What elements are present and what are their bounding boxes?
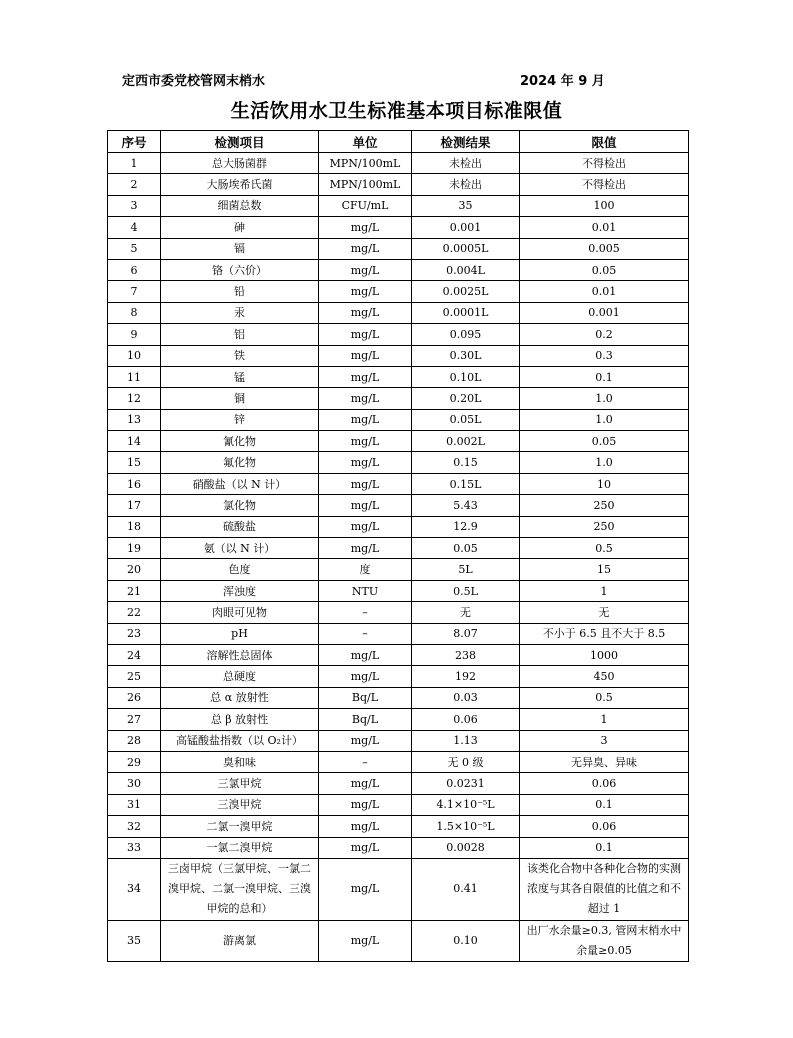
cell-index: 29 [108, 751, 161, 772]
table-row [108, 431, 689, 452]
cell-item: 铬（六价） [161, 259, 319, 280]
table-header-row [108, 131, 689, 153]
cell-index: 33 [108, 837, 161, 858]
cell-limit: 无 [520, 602, 689, 623]
table-row [108, 174, 689, 195]
cell-index: 12 [108, 388, 161, 409]
cell-index: 14 [108, 431, 161, 452]
cell-result: 0.0001L [412, 302, 520, 323]
cell-item: 氰化物 [161, 431, 319, 452]
cell-item: 硝酸盐（以 N 计） [161, 473, 319, 494]
cell-limit: 0.1 [520, 837, 689, 858]
cell-result: 0.06 [412, 709, 520, 730]
table-row [108, 388, 689, 409]
cell-unit: mg/L [319, 816, 412, 837]
cell-index: 5 [108, 238, 161, 259]
cell-unit: mg/L [319, 538, 412, 559]
cell-unit: mg/L [319, 431, 412, 452]
cell-index: 20 [108, 559, 161, 580]
cell-item: 一氯二溴甲烷 [161, 837, 319, 858]
cell-limit: 0.05 [520, 431, 689, 452]
cell-limit: 450 [520, 666, 689, 687]
table-row [108, 794, 689, 815]
cell-result: 0.41 [412, 858, 520, 920]
table-row [108, 366, 689, 387]
cell-index: 22 [108, 602, 161, 623]
cell-unit: mg/L [319, 773, 412, 794]
cell-result: 0.15L [412, 473, 520, 494]
cell-index: 11 [108, 366, 161, 387]
cell-limit: 0.5 [520, 687, 689, 708]
cell-limit: 1 [520, 580, 689, 601]
cell-limit: 不得检出 [520, 174, 689, 195]
cell-result: 0.05 [412, 538, 520, 559]
header-org: 定西市委党校管网末梢水 [122, 74, 266, 89]
cell-unit: mg/L [319, 495, 412, 516]
cell-index: 10 [108, 345, 161, 366]
cell-item: 肉眼可见物 [161, 602, 319, 623]
table-row [108, 195, 689, 216]
cell-result: 0.0025L [412, 281, 520, 302]
table-row [108, 687, 689, 708]
cell-limit: 15 [520, 559, 689, 580]
cell-limit: 0.5 [520, 538, 689, 559]
cell-index: 26 [108, 687, 161, 708]
table-row [108, 559, 689, 580]
cell-item: 色度 [161, 559, 319, 580]
table-row [108, 495, 689, 516]
cell-result: 0.0231 [412, 773, 520, 794]
table-row [108, 302, 689, 323]
cell-result: 0.10L [412, 366, 520, 387]
header-date: 2024 年 9 月 [520, 74, 605, 89]
cell-index: 4 [108, 217, 161, 238]
cell-item: 三溴甲烷 [161, 794, 319, 815]
cell-item: 氟化物 [161, 452, 319, 473]
table-row [108, 920, 689, 961]
cell-index: 25 [108, 666, 161, 687]
cell-item: pH [161, 623, 319, 644]
cell-item: 臭和味 [161, 751, 319, 772]
cell-limit: 100 [520, 195, 689, 216]
table-body [108, 153, 689, 962]
cell-item: 总 β 放射性 [161, 709, 319, 730]
cell-item: 氨（以 N 计） [161, 538, 319, 559]
cell-result: 未检出 [412, 153, 520, 174]
cell-result: 5L [412, 559, 520, 580]
cell-index: 28 [108, 730, 161, 751]
cell-unit: CFU/mL [319, 195, 412, 216]
cell-item: 二氯一溴甲烷 [161, 816, 319, 837]
cell-result: 0.10 [412, 920, 520, 961]
cell-index: 1 [108, 153, 161, 174]
cell-item: 砷 [161, 217, 319, 238]
table-row [108, 153, 689, 174]
cell-result: 未检出 [412, 174, 520, 195]
cell-index: 19 [108, 538, 161, 559]
cell-result: 0.03 [412, 687, 520, 708]
cell-result: 4.1×10⁻⁵L [412, 794, 520, 815]
standards-table [107, 130, 689, 962]
cell-index: 17 [108, 495, 161, 516]
cell-item: 铝 [161, 324, 319, 345]
cell-index: 9 [108, 324, 161, 345]
table-row [108, 602, 689, 623]
table-row [108, 473, 689, 494]
cell-unit: mg/L [319, 217, 412, 238]
cell-index: 21 [108, 580, 161, 601]
cell-index: 16 [108, 473, 161, 494]
cell-unit: MPN/100mL [319, 174, 412, 195]
cell-limit: 0.2 [520, 324, 689, 345]
cell-result: 0.002L [412, 431, 520, 452]
cell-index: 35 [108, 920, 161, 961]
col-header-unit: 单位 [319, 131, 412, 153]
cell-item: 总硬度 [161, 666, 319, 687]
table-row [108, 709, 689, 730]
cell-limit: 10 [520, 473, 689, 494]
cell-item: 氯化物 [161, 495, 319, 516]
cell-limit: 0.06 [520, 773, 689, 794]
cell-item: 锰 [161, 366, 319, 387]
cell-index: 3 [108, 195, 161, 216]
cell-unit: Bq/L [319, 709, 412, 730]
cell-result: 192 [412, 666, 520, 687]
cell-result: 12.9 [412, 516, 520, 537]
cell-unit: Bq/L [319, 687, 412, 708]
cell-unit: mg/L [319, 794, 412, 815]
cell-result: 0.0005L [412, 238, 520, 259]
cell-item: 总大肠菌群 [161, 153, 319, 174]
cell-index: 8 [108, 302, 161, 323]
cell-result: 5.43 [412, 495, 520, 516]
table-row [108, 773, 689, 794]
cell-unit: mg/L [319, 388, 412, 409]
cell-item: 总 α 放射性 [161, 687, 319, 708]
table-row [108, 623, 689, 644]
table-row [108, 858, 689, 920]
cell-result: 0.20L [412, 388, 520, 409]
cell-unit: mg/L [319, 302, 412, 323]
cell-unit: mg/L [319, 858, 412, 920]
table-row [108, 238, 689, 259]
cell-result: 0.05L [412, 409, 520, 430]
cell-result: 0.0028 [412, 837, 520, 858]
table-row [108, 580, 689, 601]
cell-result: 0.095 [412, 324, 520, 345]
cell-unit: mg/L [319, 730, 412, 751]
cell-index: 6 [108, 259, 161, 280]
table-row [108, 730, 689, 751]
cell-limit: 1.0 [520, 388, 689, 409]
cell-item: 锌 [161, 409, 319, 430]
cell-index: 34 [108, 858, 161, 920]
cell-index: 13 [108, 409, 161, 430]
cell-unit: mg/L [319, 644, 412, 665]
cell-unit: mg/L [319, 366, 412, 387]
table-row [108, 281, 689, 302]
table-row [108, 538, 689, 559]
cell-index: 24 [108, 644, 161, 665]
cell-unit: mg/L [319, 452, 412, 473]
table-row [108, 516, 689, 537]
cell-unit: mg/L [319, 920, 412, 961]
cell-unit: – [319, 602, 412, 623]
table-row [108, 452, 689, 473]
cell-limit: 0.06 [520, 816, 689, 837]
cell-limit: 1000 [520, 644, 689, 665]
cell-unit: mg/L [319, 516, 412, 537]
cell-unit: MPN/100mL [319, 153, 412, 174]
cell-result: 35 [412, 195, 520, 216]
table-row [108, 816, 689, 837]
cell-limit: 0.01 [520, 281, 689, 302]
col-header-item: 检测项目 [161, 131, 319, 153]
cell-unit: mg/L [319, 324, 412, 345]
cell-unit: mg/L [319, 666, 412, 687]
cell-item: 铁 [161, 345, 319, 366]
cell-result: 无 [412, 602, 520, 623]
cell-limit: 1.0 [520, 409, 689, 430]
cell-item: 大肠埃希氏菌 [161, 174, 319, 195]
cell-unit: mg/L [319, 837, 412, 858]
cell-result: 1.5×10⁻⁵L [412, 816, 520, 837]
cell-item: 汞 [161, 302, 319, 323]
table-row [108, 345, 689, 366]
col-header-index: 序号 [108, 131, 161, 153]
table-row [108, 837, 689, 858]
cell-limit: 250 [520, 516, 689, 537]
cell-unit: mg/L [319, 409, 412, 430]
cell-limit: 0.005 [520, 238, 689, 259]
cell-index: 18 [108, 516, 161, 537]
cell-limit: 0.01 [520, 217, 689, 238]
cell-result: 0.15 [412, 452, 520, 473]
cell-unit: mg/L [319, 238, 412, 259]
cell-result: 0.001 [412, 217, 520, 238]
cell-result: 无 0 级 [412, 751, 520, 772]
cell-limit: 该类化合物中各种化合物的实测浓度与其各自限值的比值之和不超过 1 [520, 858, 689, 920]
cell-limit: 无异臭、异味 [520, 751, 689, 772]
cell-index: 7 [108, 281, 161, 302]
cell-unit: mg/L [319, 259, 412, 280]
cell-item: 溶解性总固体 [161, 644, 319, 665]
cell-unit: mg/L [319, 345, 412, 366]
cell-item: 三卤甲烷（三氯甲烷、一氯二溴甲烷、二氯一溴甲烷、三溴甲烷的总和） [161, 858, 319, 920]
cell-limit: 1 [520, 709, 689, 730]
cell-limit: 0.05 [520, 259, 689, 280]
cell-limit: 出厂水余量≥0.3, 管网末梢水中余量≥0.05 [520, 920, 689, 961]
table-row [108, 751, 689, 772]
cell-limit: 不得检出 [520, 153, 689, 174]
cell-unit: NTU [319, 580, 412, 601]
cell-limit: 0.1 [520, 794, 689, 815]
cell-item: 游离氯 [161, 920, 319, 961]
cell-item: 铅 [161, 281, 319, 302]
cell-result: 1.13 [412, 730, 520, 751]
cell-index: 27 [108, 709, 161, 730]
cell-result: 0.30L [412, 345, 520, 366]
col-header-limit: 限值 [520, 131, 689, 153]
cell-result: 8.07 [412, 623, 520, 644]
table-row [108, 217, 689, 238]
cell-result: 0.004L [412, 259, 520, 280]
cell-index: 23 [108, 623, 161, 644]
cell-unit: 度 [319, 559, 412, 580]
cell-result: 238 [412, 644, 520, 665]
cell-index: 15 [108, 452, 161, 473]
cell-item: 三氯甲烷 [161, 773, 319, 794]
table-row [108, 409, 689, 430]
cell-limit: 250 [520, 495, 689, 516]
cell-limit: 0.001 [520, 302, 689, 323]
cell-limit: 0.3 [520, 345, 689, 366]
page-title: 生活饮用水卫生标准基本项目标准限值 [230, 100, 563, 122]
cell-index: 31 [108, 794, 161, 815]
cell-limit: 0.1 [520, 366, 689, 387]
table-row [108, 259, 689, 280]
cell-limit: 不小于 6.5 且不大于 8.5 [520, 623, 689, 644]
cell-result: 0.5L [412, 580, 520, 601]
cell-item: 高锰酸盐指数（以 O₂计） [161, 730, 319, 751]
cell-limit: 1.0 [520, 452, 689, 473]
cell-unit: mg/L [319, 281, 412, 302]
table-row [108, 324, 689, 345]
cell-item: 硫酸盐 [161, 516, 319, 537]
table-row [108, 666, 689, 687]
cell-item: 铜 [161, 388, 319, 409]
cell-item: 浑浊度 [161, 580, 319, 601]
cell-index: 30 [108, 773, 161, 794]
cell-limit: 3 [520, 730, 689, 751]
cell-index: 32 [108, 816, 161, 837]
cell-index: 2 [108, 174, 161, 195]
cell-item: 镉 [161, 238, 319, 259]
cell-item: 细菌总数 [161, 195, 319, 216]
col-header-result: 检测结果 [412, 131, 520, 153]
table-row [108, 644, 689, 665]
cell-unit: – [319, 751, 412, 772]
cell-unit: – [319, 623, 412, 644]
cell-unit: mg/L [319, 473, 412, 494]
